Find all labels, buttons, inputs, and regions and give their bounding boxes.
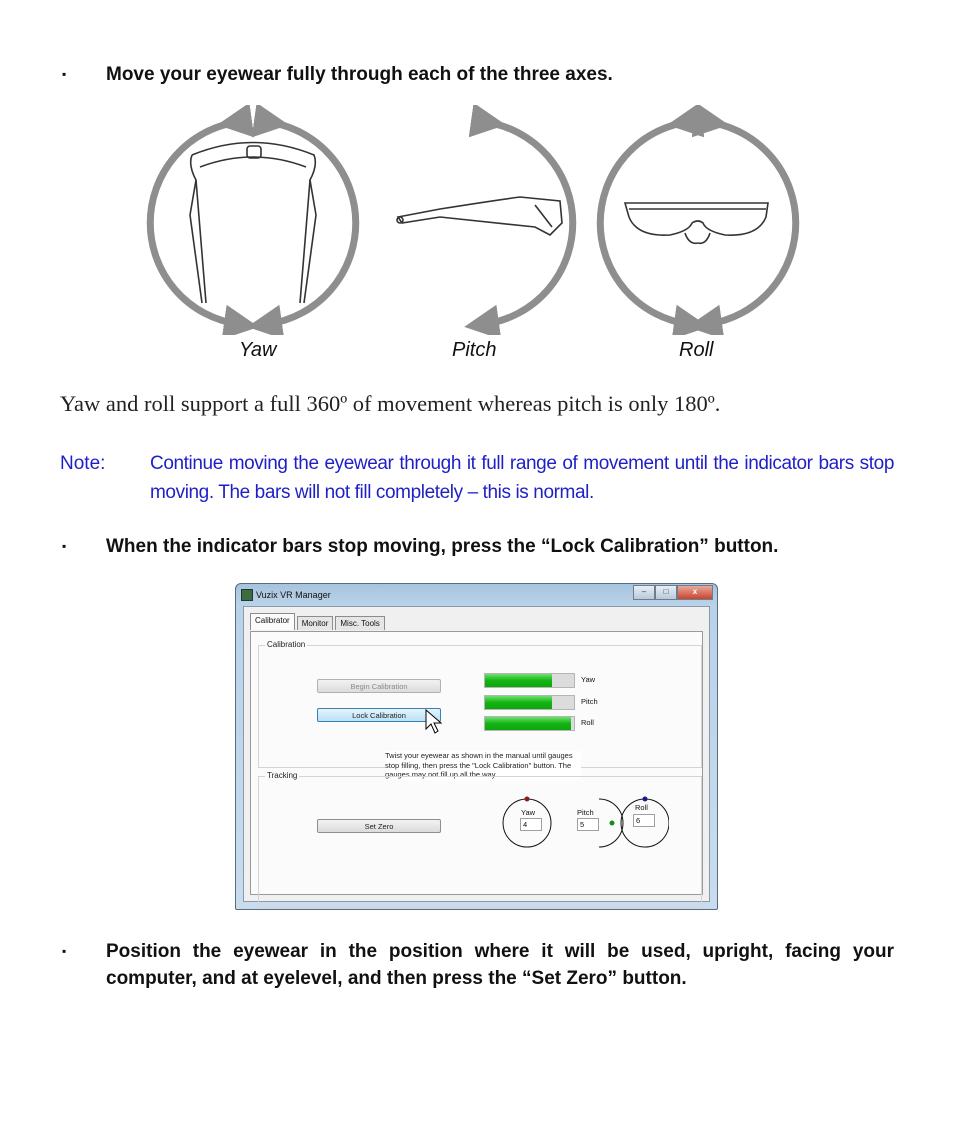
close-button[interactable]: x xyxy=(677,585,713,600)
minimize-button[interactable]: – xyxy=(633,585,655,600)
calibration-group-title: Calibration xyxy=(267,640,306,649)
rotation-figure xyxy=(140,105,820,335)
note-label: Note: xyxy=(60,453,106,474)
tab-misc-tools[interactable]: Misc. Tools xyxy=(335,616,384,630)
bullet-text: Move your eyewear fully through each of the three axes. xyxy=(106,64,613,85)
pitch-gauge-fill xyxy=(485,696,552,709)
bullet-item xyxy=(62,533,894,560)
calibration-tooltip: Twist your eyewear as shown in the manual until gauges stop filling, then press the "Lock Calibration" button. The gauges may not fill up all the way. xyxy=(385,751,581,780)
eyewear-front-view xyxy=(625,203,768,243)
tab-strip xyxy=(250,616,387,630)
yaw-gauge-label: Yaw xyxy=(581,675,596,684)
tab-monitor[interactable]: Monitor xyxy=(297,616,334,630)
roll-rotation-arrows xyxy=(600,122,796,324)
note-block xyxy=(60,449,894,507)
mouse-cursor-icon xyxy=(425,709,443,735)
set-zero-button[interactable]: Set Zero xyxy=(317,819,441,833)
bullet-text: Position the eyewear in the position where it will be used, upright, facing your computer, and at eyelevel, and then press the “Set Zero” button. xyxy=(106,941,894,989)
lock-calibration-button[interactable]: Lock Calibration xyxy=(317,708,441,722)
pitch-gauge-label: Pitch xyxy=(581,697,598,706)
roll-dial-indicator xyxy=(643,797,648,802)
roll-dial-label: Roll xyxy=(635,803,648,812)
bullet-text: When the indicator bars stop moving, press the “Lock Calibration” button. xyxy=(106,536,779,557)
tracking-group xyxy=(258,771,702,908)
bullet-item xyxy=(62,61,894,88)
roll-label: Roll xyxy=(679,339,714,361)
vr-manager-window xyxy=(235,583,718,910)
pitch-label: Pitch xyxy=(452,339,497,361)
roll-gauge-label: Roll xyxy=(581,718,594,727)
yaw-dial-value: 4 xyxy=(520,818,542,831)
eyewear-side-view xyxy=(397,197,562,235)
tracking-group-title: Tracking xyxy=(267,771,298,780)
begin-calibration-button[interactable]: Begin Calibration xyxy=(317,679,441,693)
pitch-dial-indicator xyxy=(610,821,615,826)
bullet-marker: ▪ xyxy=(62,944,67,958)
window-title: Vuzix VR Manager xyxy=(256,590,331,600)
roll-dial-value: 6 xyxy=(633,814,655,827)
yaw-label: Yaw xyxy=(239,339,277,361)
yaw-gauge xyxy=(484,673,575,688)
note-text: Continue moving the eyewear through it full range of movement until the indicator bars stop moving. The bars will not fill completely – this is normal. xyxy=(150,453,894,503)
maximize-button[interactable]: □ xyxy=(655,585,677,600)
roll-gauge xyxy=(484,716,575,731)
pitch-dial-value: 5 xyxy=(577,818,599,831)
window-controls xyxy=(633,585,713,600)
bullet-item xyxy=(62,938,894,992)
yaw-dial-indicator xyxy=(525,797,530,802)
bullet-marker: ▪ xyxy=(62,67,67,81)
eyewear-top-view xyxy=(190,143,316,304)
yaw-gauge-fill xyxy=(485,674,552,687)
tab-calibrator[interactable]: Calibrator xyxy=(250,613,295,630)
pitch-gauge xyxy=(484,695,575,710)
pitch-dial-label: Pitch xyxy=(577,808,594,817)
calibrator-tab-page xyxy=(250,631,703,895)
yaw-rotation-arrows xyxy=(150,122,356,324)
app-icon xyxy=(241,589,253,601)
yaw-dial-label: Yaw xyxy=(521,808,536,817)
roll-gauge-fill xyxy=(485,717,571,730)
bullet-marker: ▪ xyxy=(62,539,67,553)
body-paragraph: Yaw and roll support a full 360º of movement whereas pitch is only 180º. xyxy=(60,391,721,416)
window-client-area xyxy=(243,606,710,902)
